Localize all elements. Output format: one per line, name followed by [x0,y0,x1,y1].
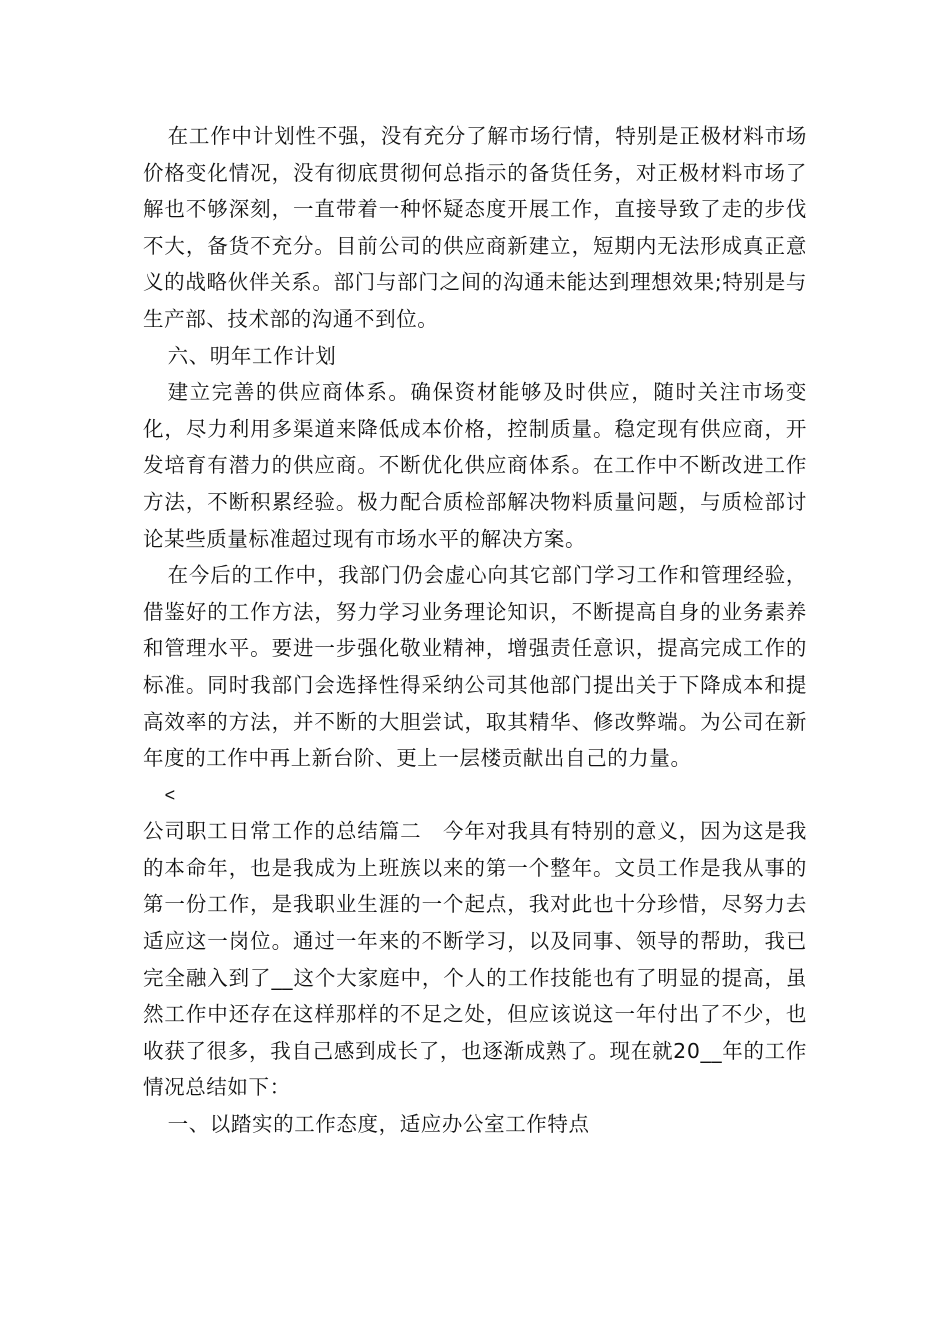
paragraph-shortcomings: 在工作中计划性不强，没有充分了解市场行情，特别是正极材料市场价格变化情况，没有彻底贯彻何总指示的备货任务，对正极材料市场了解也不够深刻，一直带着一种怀疑态度开展工作，直接导致了走的步伐不大，备货不充分。目前公司的供应商新建立，短期内无法形成真正意义的战略伙伴关系。部门与部门之间的沟通未能达到理想效果;特别是与生产部、技术部的沟通不到位。 [143,124,807,331]
paragraph-supplier-system: 建立完善的供应商体系。确保资材能够及时供应，随时关注市场变化，尽力利用多渠道来降低成本价格，控制质量。稳定现有供应商，开发培育有潜力的供应商。不断优化供应商体系。在工作中不断改进工作方法，不断积累经验。极力配合质检部解决物料质量问题，与质检部讨论某些质量标准超过现有市场水平的解决方案。 [143,380,807,551]
section-heading-work-attitude: 一、以踏实的工作态度，适应办公室工作特点 [167,1112,590,1137]
document-body [143,118,807,1143]
stray-symbol: < [164,784,176,805]
section-heading-next-year-plan: 六、明年工作计划 [167,343,337,368]
paragraph-summary-part-two: 公司职工日常工作的总结篇二 今年对我具有特别的意义，因为这是我的本命年，也是我成为上班族以来的第一个整年。文员工作是我从事的第一份工作，是我职业生涯的一个起点，我对此也十分珍惜，尽努力去适应这一岗位。通过一年来的不断学习，以及同事、领导的帮助，我已完全融入到了__这个大家庭中，个人的工作技能也有了明显的提高，虽然工作中还存在这样那样的不足之处，但应该说这一年付出了不少，也收获了很多，我自己感到成长了，也逐渐成熟了。现在就20__年的工作情况总结如下： [143,819,807,1100]
paragraph-future-work: 在今后的工作中，我部门仍会虚心向其它部门学习工作和管理经验，借鉴好的工作方法，努力学习业务理论知识，不断提高自身的业务素养和管理水平。要进一步强化敬业精神，增强责任意识，提高完成工作的标准。同时我部门会选择性得采纳公司其他部门提出关于下降成本和提高效率的方法，并不断的大胆尝试，取其精华、修改弊端。为公司在新年度的工作中再上新台阶、更上一层楼贡献出自己的力量。 [143,563,807,771]
